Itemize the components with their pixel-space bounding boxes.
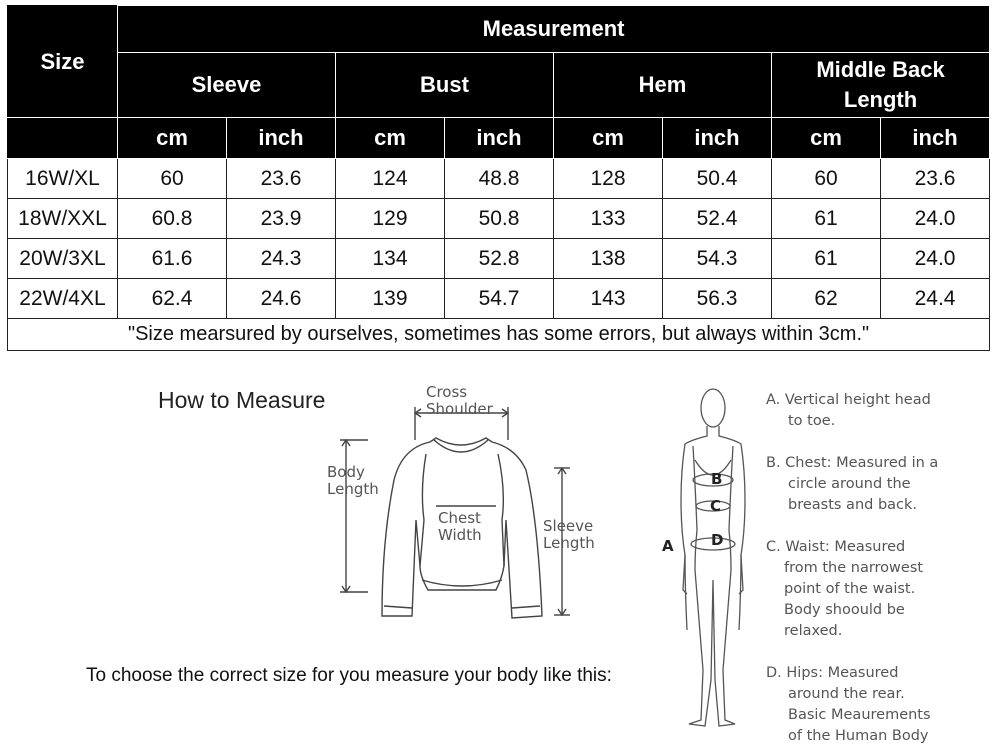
unit-header: inch — [445, 118, 554, 159]
table-cell: 129 — [336, 199, 445, 239]
table-row — [8, 239, 990, 279]
size-chart-table — [7, 5, 990, 351]
table-cell: 24.6 — [227, 279, 336, 319]
table-cell: 23.6 — [227, 159, 336, 199]
unit-header: cm — [336, 118, 445, 159]
table-cell: 62.4 — [118, 279, 227, 319]
middle-back-length-header: Middle Back Length — [772, 53, 990, 118]
note-c-line5: relaxed. — [784, 623, 843, 639]
table-cell: 50.4 — [663, 159, 772, 199]
unit-header: cm — [554, 118, 663, 159]
note-d-line4: of the Human Body — [788, 728, 929, 744]
note-d-line1: D. Hips: Measured — [766, 665, 899, 681]
unit-header: inch — [881, 118, 990, 159]
table-cell: 54.3 — [663, 239, 772, 279]
head-outline — [701, 389, 725, 427]
body-length-label — [327, 464, 379, 498]
size-cell: 16W/XL — [8, 159, 118, 199]
how-to-measure-title: How to Measure — [158, 387, 326, 413]
unit-header: inch — [227, 118, 336, 159]
note-c-line4: Body shoould be — [784, 602, 905, 618]
note-a-line1: A. Vertical height head — [766, 392, 931, 408]
table-cell: 23.9 — [227, 199, 336, 239]
unit-header: cm — [772, 118, 881, 159]
size-cell: 20W/3XL — [8, 239, 118, 279]
table-cell: 143 — [554, 279, 663, 319]
bust-header: Bust — [336, 53, 554, 118]
chest-width-label-line2: Width — [438, 526, 482, 544]
cross-shoulder-label-line2: Shoulder — [426, 400, 493, 418]
table-cell: 24.0 — [881, 199, 990, 239]
note-b-line1: B. Chest: Measured in a — [766, 455, 939, 471]
table-cell: 60 — [118, 159, 227, 199]
note-b-line2: circle around the — [788, 476, 911, 492]
note-d-line3: Basic Meaurements — [788, 707, 931, 723]
table-cell: 60 — [772, 159, 881, 199]
measurement-header: Measurement — [118, 6, 990, 53]
table-row — [8, 159, 990, 199]
table-cell: 128 — [554, 159, 663, 199]
table-cell: 60.8 — [118, 199, 227, 239]
table-row — [8, 279, 990, 319]
body-length-label-line1: Body — [327, 463, 365, 481]
unit-header: inch — [663, 118, 772, 159]
sleeve-length-label — [543, 518, 595, 552]
table-row — [8, 199, 990, 239]
chest-width-label — [438, 510, 482, 544]
measurement-notes — [766, 390, 996, 747]
label-c: C — [710, 497, 722, 515]
choose-size-instruction: To choose the correct size for you measure your body like this: — [86, 665, 612, 686]
note-c-line2: from the narrowest — [784, 560, 924, 576]
size-note: "Size mearsured by ourselves, sometimes has some errors, but always within 3cm." — [8, 319, 990, 351]
chest-width-label-line1: Chest — [438, 509, 481, 527]
sleeve-length-label-line2: Length — [543, 534, 595, 552]
note-d-line2: around the rear. — [788, 686, 905, 702]
table-cell: 139 — [336, 279, 445, 319]
table-cell: 61.6 — [118, 239, 227, 279]
note-c-line1: C. Waist: Measured — [766, 539, 906, 555]
cross-shoulder-label-line1: Cross — [426, 383, 468, 401]
table-cell: 54.7 — [445, 279, 554, 319]
table-cell: 138 — [554, 239, 663, 279]
label-a: A — [662, 537, 674, 555]
table-cell: 124 — [336, 159, 445, 199]
table-cell: 48.8 — [445, 159, 554, 199]
sleeve-header: Sleeve — [118, 53, 336, 118]
cross-shoulder-label — [426, 384, 493, 418]
table-cell: 56.3 — [663, 279, 772, 319]
size-cell: 18W/XXL — [8, 199, 118, 239]
table-cell: 61 — [772, 199, 881, 239]
table-cell: 133 — [554, 199, 663, 239]
label-b: B — [711, 470, 723, 488]
table-cell: 134 — [336, 239, 445, 279]
size-header-blank — [8, 118, 118, 159]
table-cell: 50.8 — [445, 199, 554, 239]
table-cell: 24.0 — [881, 239, 990, 279]
note-a-line2: to toe. — [788, 413, 836, 429]
note-c-line3: point of the waist. — [784, 581, 916, 597]
table-cell: 52.4 — [663, 199, 772, 239]
hem-header: Hem — [554, 53, 772, 118]
table-cell: 24.3 — [227, 239, 336, 279]
table-cell: 23.6 — [881, 159, 990, 199]
label-d: D — [711, 531, 724, 549]
table-cell: 24.4 — [881, 279, 990, 319]
size-header: Size — [8, 6, 118, 118]
sleeve-length-label-line1: Sleeve — [543, 517, 594, 535]
table-cell: 52.8 — [445, 239, 554, 279]
table-cell: 62 — [772, 279, 881, 319]
unit-header: cm — [118, 118, 227, 159]
size-cell: 22W/4XL — [8, 279, 118, 319]
table-cell: 61 — [772, 239, 881, 279]
human-body-diagram — [655, 380, 765, 745]
note-b-line3: breasts and back. — [788, 497, 918, 513]
body-length-label-line2: Length — [327, 480, 379, 498]
